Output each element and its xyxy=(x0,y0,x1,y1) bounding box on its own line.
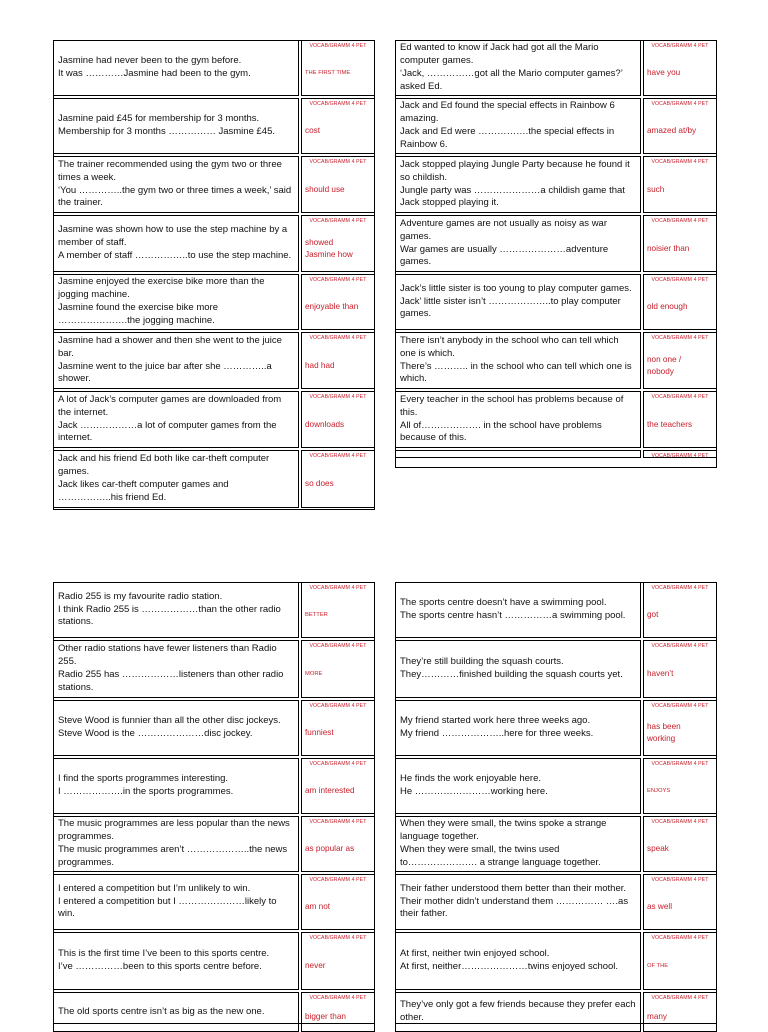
exercise-card xyxy=(53,215,375,272)
exercise-card xyxy=(395,391,717,448)
question-box xyxy=(53,98,299,154)
answer-box xyxy=(301,332,375,389)
question-text: The sports centre doesn’t have a swimming pool. The sports centre hasn’t ……………a swimming pool. xyxy=(400,597,626,621)
exercise-card xyxy=(53,992,375,1032)
answer-box xyxy=(301,98,375,154)
answer-text: enjoyable than xyxy=(305,302,359,312)
question-text: Jasmine was shown how to use the step machine by a member of staff. A member of staff ……………..to use the step machine. xyxy=(58,224,292,261)
sheet-bottom-left xyxy=(53,582,375,1024)
answer-text: OF THE xyxy=(647,962,669,969)
vocab-gramm-tag: VOCAB/GRAMM 4 PET xyxy=(309,335,367,341)
answer-box xyxy=(301,992,375,1032)
exercise-card xyxy=(395,700,717,756)
vocab-gramm-tag: VOCAB/GRAMM 4 PET xyxy=(309,935,367,941)
question-text: Adventure games are not usually as noisy as war games. War games are usually …………………adventure games. xyxy=(400,217,609,268)
answer-text: am interested xyxy=(305,786,355,796)
question-text: At first, neither twin enjoyed school. At first, neither…………………twins enjoyed school. xyxy=(400,948,619,972)
question-text: They’ve only got a few friends because they prefer each other. xyxy=(400,999,636,1023)
exercise-card xyxy=(53,332,375,389)
question-box xyxy=(53,332,299,389)
question-box xyxy=(53,450,299,508)
answer-box xyxy=(301,640,375,698)
answer-text: cost xyxy=(305,126,321,136)
vocab-gramm-tag: VOCAB/GRAMM 4 PET xyxy=(309,394,367,400)
answer-text: ENJOYS xyxy=(647,787,671,794)
question-box xyxy=(53,40,299,96)
answer-box xyxy=(301,874,375,930)
question-box xyxy=(395,332,641,389)
question-box xyxy=(395,932,641,990)
question-box xyxy=(395,816,641,872)
answer-box xyxy=(301,932,375,990)
question-text: He finds the work enjoyable here. He ……………………working here. xyxy=(400,773,548,797)
answer-text: am not xyxy=(305,902,331,912)
sheet-top-right xyxy=(395,40,717,468)
question-text: They’re still building the squash courts. They…………finished building the squash courts yet. xyxy=(400,656,623,680)
question-box xyxy=(53,215,299,272)
exercise-card xyxy=(53,816,375,872)
vocab-gramm-tag: VOCAB/GRAMM 4 PET xyxy=(651,585,709,591)
question-text: Jasmine paid £45 for membership for 3 months. Membership for 3 months …………… Jasmine £45. xyxy=(58,113,275,137)
exercise-card xyxy=(53,874,375,930)
question-box xyxy=(53,274,299,330)
answer-text: so does xyxy=(305,479,334,489)
sheet-top-left xyxy=(53,40,375,510)
question-text: My friend started work here three weeks ago. My friend ………………..here for three weeks. xyxy=(400,715,594,739)
answer-box xyxy=(301,156,375,213)
vocab-gramm-tag: VOCAB/GRAMM 4 PET xyxy=(651,819,709,825)
exercise-card xyxy=(53,758,375,814)
vocab-gramm-tag: VOCAB/GRAMM 4 PET xyxy=(651,877,709,883)
exercise-card xyxy=(53,932,375,990)
answer-text: the teachers xyxy=(647,419,693,429)
answer-text: funniest xyxy=(305,728,334,738)
vocab-gramm-tag: VOCAB/GRAMM 4 PET xyxy=(651,453,709,458)
vocab-gramm-tag: VOCAB/GRAMM 4 PET xyxy=(309,995,367,1001)
exercise-card xyxy=(395,40,717,96)
question-box xyxy=(53,874,299,930)
answer-box xyxy=(643,332,717,389)
answer-box xyxy=(643,874,717,930)
exercise-card xyxy=(395,874,717,930)
vocab-gramm-tag: VOCAB/GRAMM 4 PET xyxy=(309,101,367,107)
vocab-gramm-tag: VOCAB/GRAMM 4 PET xyxy=(309,159,367,165)
question-text: Jasmine had never been to the gym before. It was …………Jasmine had been to the gym. xyxy=(58,55,251,79)
vocab-gramm-tag: VOCAB/GRAMM 4 PET xyxy=(651,101,709,107)
exercise-card xyxy=(53,274,375,330)
question-box xyxy=(53,932,299,990)
answer-box xyxy=(643,758,717,814)
vocab-gramm-tag: VOCAB/GRAMM 4 PET xyxy=(309,585,367,591)
question-box xyxy=(395,40,641,96)
vocab-gramm-tag: VOCAB/GRAMM 4 PET xyxy=(309,453,367,459)
answer-text: as popular as xyxy=(305,844,355,854)
question-text: Jasmine had a shower and then she went to the juice bar. Jasmine went to the juice bar after she …………..a shower. xyxy=(58,334,282,385)
answer-text: as well xyxy=(647,902,673,912)
vocab-gramm-tag: VOCAB/GRAMM 4 PET xyxy=(309,43,367,49)
answer-box xyxy=(301,274,375,330)
answer-text: had had xyxy=(305,360,335,370)
exercise-card xyxy=(53,40,375,96)
question-box xyxy=(53,992,299,1032)
question-text: This is the first time I’ve been to this sports centre. I’ve ……………been to this sports centre before. xyxy=(58,948,270,972)
exercise-card xyxy=(53,156,375,213)
answer-text: old enough xyxy=(647,302,688,312)
question-text: The old sports centre isn’t as big as the new one. xyxy=(58,1005,265,1017)
answer-box xyxy=(643,40,717,96)
exercise-card xyxy=(53,450,375,508)
vocab-gramm-tag: VOCAB/GRAMM 4 PET xyxy=(651,43,709,49)
answer-text: haven’t xyxy=(647,669,674,679)
question-box xyxy=(395,640,641,698)
exercise-card xyxy=(395,156,717,213)
question-text: Jasmine enjoyed the exercise bike more than the jogging machine. Jasmine found the exercise bike more ………………….the jogging machine. xyxy=(58,276,265,326)
question-text: Jack’s little sister is too young to play computer games. Jack’ little sister isn’t ………………..to play computer games. xyxy=(400,282,632,320)
question-text: Ed wanted to know if Jack had got all the Mario computer games. ‘Jack, ……………got all the Mario computer games?’ asked Ed. xyxy=(400,42,623,92)
vocab-gramm-tag: VOCAB/GRAMM 4 PET xyxy=(309,761,367,767)
answer-text: such xyxy=(647,184,665,194)
vocab-gramm-tag: VOCAB/GRAMM 4 PET xyxy=(651,703,709,709)
exercise-card xyxy=(395,816,717,872)
question-text: Jack stopped playing Jungle Party because he found it so childish. Jungle party was …………………a childish game that Jack stopped playing it. xyxy=(400,158,630,209)
answer-box xyxy=(643,992,717,1032)
answer-box xyxy=(301,215,375,272)
answer-box xyxy=(643,450,717,458)
vocab-gramm-tag: VOCAB/GRAMM 4 PET xyxy=(309,703,367,709)
question-box xyxy=(53,156,299,213)
answer-box xyxy=(643,98,717,154)
vocab-gramm-tag: VOCAB/GRAMM 4 PET xyxy=(651,761,709,767)
vocab-gramm-tag: VOCAB/GRAMM 4 PET xyxy=(651,643,709,649)
exercise-card xyxy=(395,992,717,1032)
question-text: Jack and Ed found the special effects in Rainbow 6 amazing. Jack and Ed were …………….the special effects in Rainbow 6. xyxy=(400,100,615,150)
answer-text: amazed at/by xyxy=(647,126,697,136)
vocab-gramm-tag: VOCAB/GRAMM 4 PET xyxy=(651,159,709,165)
question-box xyxy=(395,391,641,448)
question-box xyxy=(395,215,641,272)
question-box xyxy=(395,700,641,756)
answer-box xyxy=(301,450,375,508)
answer-box xyxy=(301,700,375,756)
answer-box xyxy=(643,932,717,990)
answer-text: bigger than xyxy=(305,1012,346,1022)
vocab-gramm-tag: VOCAB/GRAMM 4 PET xyxy=(309,277,367,283)
answer-box xyxy=(643,582,717,638)
exercise-card xyxy=(395,98,717,154)
vocab-gramm-tag: VOCAB/GRAMM 4 PET xyxy=(309,643,367,649)
answer-text: non one / nobody xyxy=(647,354,682,376)
exercise-card xyxy=(53,700,375,756)
question-text: I entered a competition but I’m unlikely to win. I entered a competition but I …………………likely to win. xyxy=(58,882,277,920)
exercise-card xyxy=(53,98,375,154)
question-text: Jack and his friend Ed both like car-theft computer games. Jack likes car-theft computer games and ……………..his friend Ed. xyxy=(58,453,270,503)
exercise-card xyxy=(53,391,375,448)
exercise-card xyxy=(395,640,717,698)
question-text: Their father understood them better than their mother. Their mother didn’t understand them …………… ….as their father. xyxy=(400,882,629,920)
vocab-gramm-tag: VOCAB/GRAMM 4 PET xyxy=(309,218,367,224)
answer-text: got xyxy=(647,610,659,620)
answer-box xyxy=(301,758,375,814)
exercise-card xyxy=(53,640,375,698)
exercise-card xyxy=(395,274,717,330)
answer-text: downloads xyxy=(305,419,345,429)
answer-text: MORE xyxy=(305,670,323,677)
question-box xyxy=(53,640,299,698)
question-box xyxy=(395,98,641,154)
question-box xyxy=(53,391,299,448)
answer-text: BETTER xyxy=(305,611,328,618)
exercise-card xyxy=(53,582,375,638)
answer-text: should use xyxy=(305,184,345,194)
exercise-card xyxy=(395,332,717,389)
answer-text: noisier than xyxy=(647,243,690,253)
vocab-gramm-tag: VOCAB/GRAMM 4 PET xyxy=(651,277,709,283)
answer-box xyxy=(643,816,717,872)
question-text: Steve Wood is funnier than all the other disc jockeys. Steve Wood is the …………………disc jockey. xyxy=(58,715,281,739)
question-box xyxy=(395,582,641,638)
answer-box xyxy=(301,582,375,638)
vocab-gramm-tag: VOCAB/GRAMM 4 PET xyxy=(651,335,709,341)
exercise-card xyxy=(395,450,717,458)
vocab-gramm-tag: VOCAB/GRAMM 4 PET xyxy=(651,995,709,1001)
vocab-gramm-tag: VOCAB/GRAMM 4 PET xyxy=(651,935,709,941)
answer-text: many xyxy=(647,1012,668,1022)
question-box xyxy=(395,992,641,1032)
exercise-card xyxy=(395,758,717,814)
question-box xyxy=(395,156,641,213)
question-box xyxy=(53,816,299,872)
answer-box xyxy=(643,215,717,272)
exercise-card xyxy=(395,582,717,638)
answer-box xyxy=(301,816,375,872)
vocab-gramm-tag: VOCAB/GRAMM 4 PET xyxy=(651,218,709,224)
answer-box xyxy=(643,700,717,756)
answer-text: never xyxy=(305,961,326,971)
question-text: The music programmes are less popular than the news programmes. The music programmes aren’t ………………..the news programmes. xyxy=(58,818,290,868)
question-box xyxy=(395,874,641,930)
answer-box xyxy=(301,391,375,448)
question-text: Every teacher in the school has problems because of this. All of………………. in the school have problems because of this. xyxy=(400,393,624,444)
question-text: Radio 255 is my favourite radio station. I think Radio 255 is ………………than the other radio stations. xyxy=(58,590,281,628)
question-box xyxy=(53,700,299,756)
question-box xyxy=(53,582,299,638)
exercise-card xyxy=(395,215,717,272)
vocab-gramm-tag: VOCAB/GRAMM 4 PET xyxy=(309,877,367,883)
question-text: The trainer recommended using the gym two or three times a week. ‘You …………..the gym two or three times a week,’ said the trainer. xyxy=(58,158,292,209)
question-box xyxy=(395,450,641,458)
question-text: Other radio stations have fewer listeners than Radio 255. Radio 255 has ………………listeners than other radio stations. xyxy=(58,643,284,693)
vocab-gramm-tag: VOCAB/GRAMM 4 PET xyxy=(651,394,709,400)
answer-text: speak xyxy=(647,844,669,854)
exercise-card xyxy=(395,932,717,990)
question-box xyxy=(395,758,641,814)
question-text: When they were small, the twins spoke a strange language together. When they were small, the twins used to…………………. a strange language together. xyxy=(400,818,607,868)
question-text: I find the sports programmes interesting. I ……………….in the sports programmes. xyxy=(58,773,234,797)
question-text: There isn’t anybody in the school who can tell which one is which. There’s ……….. in the school who can tell which one is which. xyxy=(400,334,632,385)
answer-box xyxy=(643,274,717,330)
question-text: A lot of Jack’s computer games are downloaded from the internet. Jack ………………a lot of computer games from the internet. xyxy=(58,393,282,444)
answer-box xyxy=(643,640,717,698)
question-box xyxy=(395,274,641,330)
vocab-gramm-tag: VOCAB/GRAMM 4 PET xyxy=(309,819,367,825)
sheet-bottom-right xyxy=(395,582,717,1024)
answer-box xyxy=(301,40,375,96)
question-box xyxy=(53,758,299,814)
answer-text: have you xyxy=(647,68,681,78)
answer-text: has been working xyxy=(647,722,681,743)
answer-text: showed Jasmine how xyxy=(305,237,353,259)
answer-box xyxy=(643,156,717,213)
answer-box xyxy=(643,391,717,448)
answer-text: THE FIRST TIME xyxy=(305,69,351,76)
